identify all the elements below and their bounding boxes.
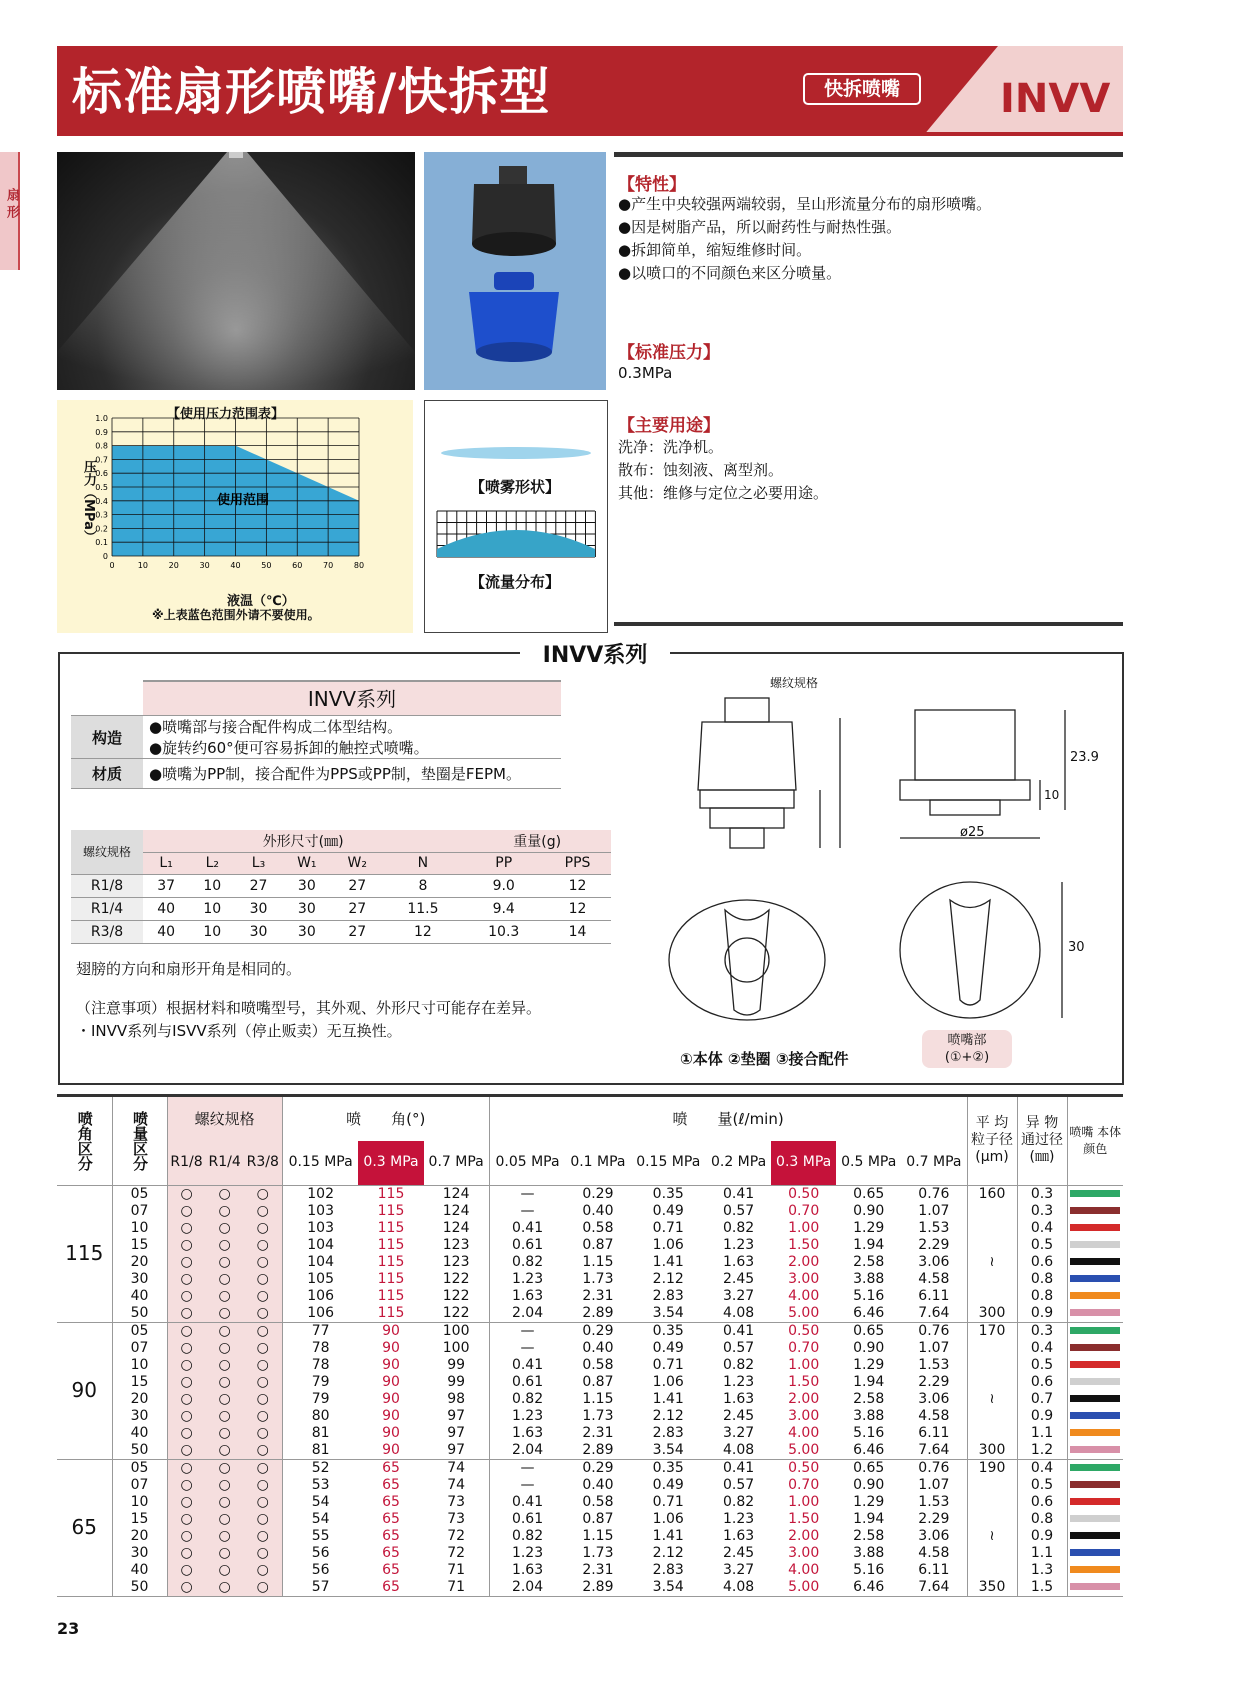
spec-row: 20 ○ ○ ○ 55 65 72 0.82 1.15 1.41 1.63 2.00 2.58 3.06 ≀ 0.9 bbox=[57, 1528, 1123, 1545]
color-swatch bbox=[1070, 1207, 1120, 1214]
color-swatch bbox=[1070, 1275, 1120, 1282]
spec-row: 15 ○ ○ ○ 104 115 123 0.61 0.87 1.06 1.23 1.50 1.94 2.29 0.5 bbox=[57, 1237, 1123, 1254]
uses-title: 【主要用途】 bbox=[618, 416, 720, 436]
color-swatch bbox=[1070, 1464, 1120, 1471]
spec-row: 30 ○ ○ ○ 105 115 122 1.23 1.73 2.12 2.45 3.00 3.88 4.58 0.8 bbox=[57, 1271, 1123, 1288]
technical-drawing: 螺纹规格 ø25 30 23.9 10 ①本体 ②垫圈 ③接合配件 喷嘴部 (①+②) bbox=[630, 670, 1100, 1070]
spray-pattern-box: 【喷雾形状】 【流量分布】 bbox=[424, 400, 608, 633]
quick-release-badge: 快拆喷嘴 bbox=[803, 73, 921, 105]
x-tick-label: 50 bbox=[261, 561, 272, 570]
y-tick-label: 0 bbox=[102, 552, 108, 561]
spec-row: 30 ○ ○ ○ 56 65 72 1.23 1.73 2.12 2.45 3.00 3.88 4.58 1.1 bbox=[57, 1545, 1123, 1562]
y-tick-label: 0.7 bbox=[95, 455, 108, 465]
spec-row: 30 ○ ○ ○ 80 90 97 1.23 1.73 2.12 2.45 3.00 3.88 4.58 0.9 bbox=[57, 1408, 1123, 1425]
y-tick-label: 0.9 bbox=[95, 427, 108, 437]
color-swatch bbox=[1070, 1583, 1120, 1590]
pressure-title: 【标准压力】 bbox=[618, 343, 720, 363]
color-swatch bbox=[1070, 1361, 1120, 1368]
color-swatch bbox=[1070, 1429, 1120, 1436]
spec-row: 40 ○ ○ ○ 56 65 71 1.63 2.31 2.83 3.27 4.00 5.16 6.11 1.3 bbox=[57, 1562, 1123, 1579]
spec-row: 10 ○ ○ ○ 103 115 124 0.41 0.58 0.71 0.82 1.00 1.29 1.53 0.4 bbox=[57, 1220, 1123, 1237]
spec-row: 15 ○ ○ ○ 79 90 99 0.61 0.87 1.06 1.23 1.50 1.94 2.29 0.6 bbox=[57, 1374, 1123, 1391]
spec-table: 喷角区分 喷量区分 螺纹规格 喷 角(°) 喷 量(ℓ/min) 平 均 粒子径 (μm) 异 物 通过径 (㎜) 喷嘴 本体颜色 R1/8 R1/4 R3/8 0.15 MPa 0.3 MPa 0.7 MPa 0.05 MPa 0.1 MPa 0.15 MPa 0.2 MPa 0.3 MPa 0.5 MPa 0.7 MPa 115 05 ○ ○ ○ 102 115 124 — 0.29 0.35 0.41 0.50 0.65 0.76 160 0.3 07 ○ ○ ○ 103 115 124 — 0.40 0.49 0.57 0.70 0.90 1.07 0.3 10 ○ ○ ○ 103 115 124 0.41 0.58 0.71 0.82 1.00 1.29 1.53 0.4 15 ○ ○ ○ 104 115 123 0.61 0.87 1.06 1.23 1.50 1.94 2.29 0.5 20 ○ ○ ○ 104 115 123 0.82 1.15 1.41 1.63 2.00 2.58 3.06 ≀ 0.6 30 ○ ○ ○ 105 115 122 1.23 1.73 2.12 2.45 3.00 3.88 4.58 0.8 40 ○ ○ ○ 106 115 122 1.63 2.31 2.83 3.27 4.00 5.16 6.11 0.8 50 ○ ○ ○ 106 115 122 2.04 2.89 3.54 4.08 5.00 6.46 7.64 300 0.9 90 05 ○ ○ ○ 77 90 100 — 0.29 0.35 0.41 0.50 0.65 0.76 170 0.3 07 ○ ○ ○ 78 90 100 — 0.40 0.49 0.57 0.70 0.90 1.07 0.4 10 ○ ○ ○ 78 90 99 0.41 0.58 0.71 0.82 1.00 1.29 1.53 0.5 15 ○ ○ ○ 79 90 99 0.61 0.87 1.06 1.23 1.50 1.94 2.29 0.6 20 ○ ○ ○ 79 90 98 0.82 1.15 1.41 1.63 2.00 2.58 3.06 ≀ 0.7 30 ○ ○ ○ 80 90 97 1.23 1.73 2.12 2.45 3.00 3.88 4.58 0.9 40 ○ ○ ○ 81 90 97 1.63 2.31 2.83 3.27 4.00 5.16 6.11 1.1 50 ○ ○ ○ 81 90 97 2.04 2.89 3.54 4.08 5.00 6.46 7.64 300 1.2 65 05 ○ ○ ○ 52 65 74 — 0.29 0.35 0.41 0.50 0.65 0.76 190 0.4 07 ○ ○ ○ 53 65 74 — 0.40 0.49 0.57 0.70 0.90 1.07 0.5 10 ○ ○ ○ 54 65 73 0.41 0.58 0.71 0.82 1.00 1.29 1.53 0.6 15 ○ ○ ○ 54 65 73 0.61 0.87 1.06 1.23 1.50 1.94 2.29 0.8 20 ○ ○ ○ 55 65 72 0.82 1.15 1.41 1.63 2.00 2.58 3.06 ≀ 0.9 30 ○ ○ ○ 56 65 72 1.23 1.73 2.12 2.45 3.00 3.88 4.58 1.1 40 ○ ○ ○ 56 65 71 1.63 2.31 2.83 3.27 4.00 5.16 6.11 1.3 50 ○ ○ ○ 57 65 71 2.04 2.89 3.54 4.08 5.00 6.46 7.64 350 1.5 bbox=[57, 1097, 1123, 1597]
y-tick-label: 0.4 bbox=[95, 496, 108, 506]
color-swatch bbox=[1070, 1395, 1120, 1402]
color-swatch bbox=[1070, 1292, 1120, 1299]
color-swatch bbox=[1070, 1532, 1120, 1539]
color-swatch bbox=[1070, 1224, 1120, 1231]
spray-photo bbox=[57, 152, 415, 390]
usage-range-label: 使用范围 bbox=[217, 493, 270, 508]
features-list: ●产生中央较强两端较弱，呈山形流量分布的扇形喷嘴。 ●因是树脂产品，所以耐药性与耐热性强。 ●拆卸简单，缩短维修时间。 ●以喷口的不同颜色来区分喷量。 bbox=[618, 195, 992, 282]
pressure-value: 0.3MPa bbox=[618, 364, 673, 382]
page-title: 标准扇形喷嘴/快拆型 bbox=[72, 63, 551, 121]
color-swatch bbox=[1070, 1241, 1120, 1248]
x-tick-label: 60 bbox=[292, 561, 303, 570]
color-swatch bbox=[1070, 1481, 1120, 1488]
dims-row: R1/4 40 10 30 30 27 11.5 9.4 12 bbox=[71, 897, 611, 920]
color-swatch bbox=[1070, 1412, 1120, 1419]
dims-row: R3/8 40 10 30 30 27 12 10.3 14 bbox=[71, 920, 611, 943]
y-tick-label: 0.8 bbox=[95, 441, 108, 451]
spec-row: 90 05 ○ ○ ○ 77 90 100 — 0.29 0.35 0.41 0.50 0.65 0.76 170 0.3 bbox=[57, 1322, 1123, 1340]
y-tick-label: 1.0 bbox=[95, 414, 108, 423]
color-swatch bbox=[1070, 1566, 1120, 1573]
spec-row: 50 ○ ○ ○ 106 115 122 2.04 2.89 3.54 4.08 5.00 6.46 7.64 300 0.9 bbox=[57, 1305, 1123, 1323]
note-caution: （注意事项）根据材料和喷嘴型号，其外观、外形尺寸可能存在差异。 bbox=[76, 999, 542, 1017]
x-tick-label: 10 bbox=[137, 561, 148, 570]
y-tick-label: 0.6 bbox=[95, 469, 108, 479]
color-swatch bbox=[1070, 1327, 1120, 1334]
color-swatch bbox=[1070, 1378, 1120, 1385]
x-tick-label: 0 bbox=[109, 561, 115, 570]
spec-row: 40 ○ ○ ○ 106 115 122 1.63 2.31 2.83 3.27 4.00 5.16 6.11 0.8 bbox=[57, 1288, 1123, 1305]
y-tick-label: 0.1 bbox=[95, 538, 108, 548]
note-wing: 翅膀的方向和扇形开角是相同的。 bbox=[76, 960, 302, 978]
color-swatch bbox=[1070, 1309, 1120, 1316]
note-compat: ・INVV系列与ISVV系列（停止贩卖）无互换性。 bbox=[76, 1022, 402, 1040]
spec-row: 15 ○ ○ ○ 54 65 73 0.61 0.87 1.06 1.23 1.50 1.94 2.29 0.8 bbox=[57, 1511, 1123, 1528]
y-tick-label: 0.3 bbox=[95, 510, 108, 520]
nozzle-photo bbox=[424, 152, 606, 390]
x-tick-label: 70 bbox=[323, 561, 334, 570]
spec-row: 07 ○ ○ ○ 103 115 124 — 0.40 0.49 0.57 0.70 0.90 1.07 0.3 bbox=[57, 1203, 1123, 1220]
x-tick-label: 40 bbox=[230, 561, 241, 570]
spec-row: 40 ○ ○ ○ 81 90 97 1.63 2.31 2.83 3.27 4.00 5.16 6.11 1.1 bbox=[57, 1425, 1123, 1442]
x-tick-label: 20 bbox=[168, 561, 179, 570]
pressure-range-chart: 【使用压力范围表】 压力（MPa） 0 0.1 0.2 0.3 0.4 0.5 0.6 0.7 0.8 0.9 1.0 0 10 20 30 40 50 60 70 80 使用范围 液温（℃） ※上表蓝色范围外请不要使用。 bbox=[57, 400, 413, 633]
y-tick-label: 0.5 bbox=[95, 483, 108, 492]
color-swatch bbox=[1070, 1549, 1120, 1556]
page-number: 23 bbox=[57, 1619, 80, 1638]
spec-row: 115 05 ○ ○ ○ 102 115 124 — 0.29 0.35 0.41 0.50 0.65 0.76 160 0.3 bbox=[57, 1185, 1123, 1203]
color-swatch bbox=[1070, 1498, 1120, 1505]
dimension-table: 螺纹规格 外形尺寸(㎜) 重量(g) L₁ L₂ L₃ W₁ W₂ N PP PPS R1/8 37 10 27 30 27 8 9.0 12 R1/4 40 10 30 30 27 11.5 9.4 12 R3/8 40 10 30 30 27 12 10.3 14 bbox=[71, 830, 611, 944]
spec-row: 20 ○ ○ ○ 104 115 123 0.82 1.15 1.41 1.63 2.00 2.58 3.06 ≀ 0.6 bbox=[57, 1254, 1123, 1271]
spec-row: 07 ○ ○ ○ 53 65 74 — 0.40 0.49 0.57 0.70 0.90 1.07 0.5 bbox=[57, 1477, 1123, 1494]
features-title: 【特性】 bbox=[618, 175, 686, 195]
side-tab: 扇形 bbox=[0, 152, 20, 270]
spec-row: 50 ○ ○ ○ 81 90 97 2.04 2.89 3.54 4.08 5.00 6.46 7.64 300 1.2 bbox=[57, 1442, 1123, 1460]
color-swatch bbox=[1070, 1446, 1120, 1453]
spec-row: 65 05 ○ ○ ○ 52 65 74 — 0.29 0.35 0.41 0.50 0.65 0.76 190 0.4 bbox=[57, 1459, 1123, 1477]
color-swatch bbox=[1070, 1258, 1120, 1265]
series-table: INVV系列 构造 ●喷嘴部与接合配件构成二体型结构。 ●旋转约60°便可容易拆卸的触控式喷嘴。 材质 ●喷嘴为PP制，接合配件为PPS或PP制，垫圈是FEPM。 bbox=[71, 680, 561, 789]
series-label: INVV系列 bbox=[520, 638, 670, 669]
spec-row: 20 ○ ○ ○ 79 90 98 0.82 1.15 1.41 1.63 2.00 2.58 3.06 ≀ 0.7 bbox=[57, 1391, 1123, 1408]
x-tick-label: 30 bbox=[199, 561, 210, 570]
color-swatch bbox=[1070, 1515, 1120, 1522]
spec-row: 50 ○ ○ ○ 57 65 71 2.04 2.89 3.54 4.08 5.00 6.46 7.64 350 1.5 bbox=[57, 1579, 1123, 1597]
product-code: INVV bbox=[1000, 76, 1111, 122]
uses-list: 洗净：洗净机。 散布：蚀刻液、离型剂。 其他：维修与定位之必要用途。 bbox=[618, 438, 829, 502]
spec-row: 10 ○ ○ ○ 78 90 99 0.41 0.58 0.71 0.82 1.00 1.29 1.53 0.5 bbox=[57, 1357, 1123, 1374]
dims-row: R1/8 37 10 27 30 27 8 9.0 12 bbox=[71, 874, 611, 897]
color-swatch bbox=[1070, 1344, 1120, 1351]
color-swatch bbox=[1070, 1190, 1120, 1197]
x-tick-label: 80 bbox=[353, 561, 365, 570]
spec-row: 10 ○ ○ ○ 54 65 73 0.41 0.58 0.71 0.82 1.00 1.29 1.53 0.6 bbox=[57, 1494, 1123, 1511]
y-tick-label: 0.2 bbox=[95, 524, 108, 534]
spec-row: 07 ○ ○ ○ 78 90 100 — 0.40 0.49 0.57 0.70 0.90 1.07 0.4 bbox=[57, 1340, 1123, 1357]
